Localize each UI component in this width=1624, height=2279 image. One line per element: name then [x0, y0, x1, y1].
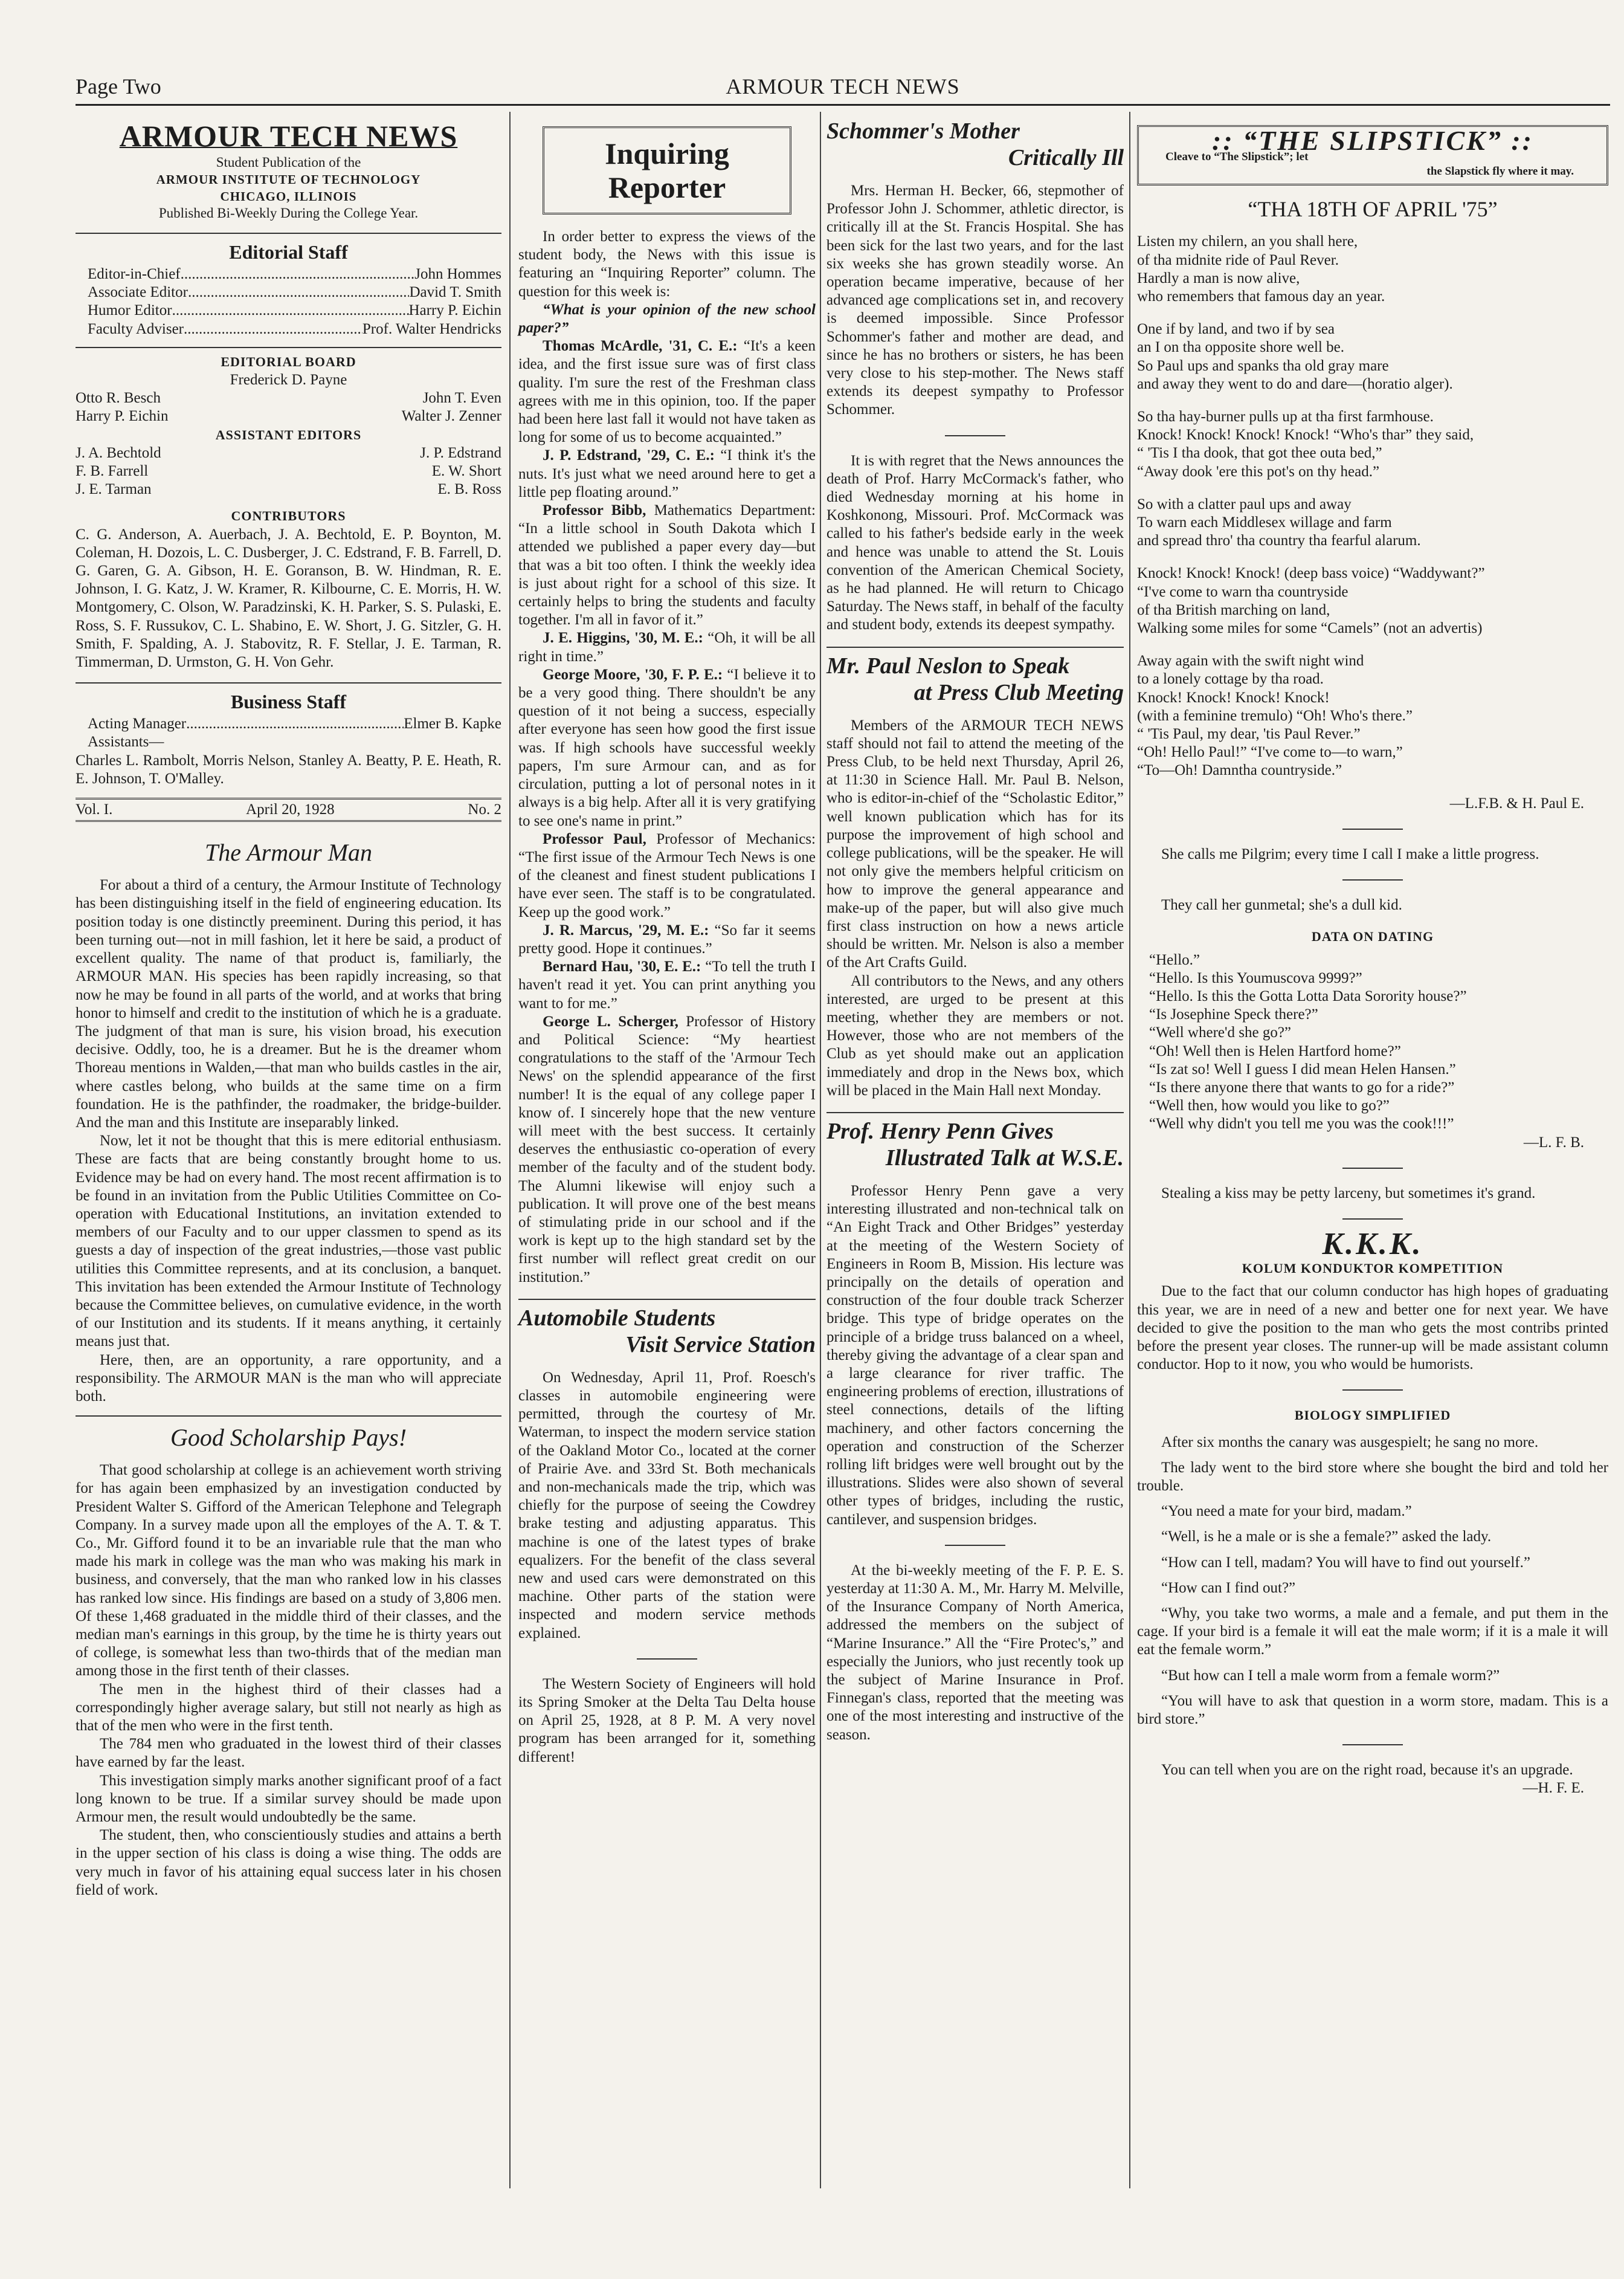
paragraph: That good scholarship at college is an achievement worth striving for has again been emphasized by an investigation conducted by President Walter S. Gifford of the American Telephone and Telegraph Company. In a survey made upon all the employes of the A. T. & T. Co., Mr. Gifford found it to be an invariable rule that the man who made his mark in college was the man who was making his mark in business, and conversely, that the man who ranked low in his classes has ranked low since. His findings are based on a study of 3,806 men. Of these 1,468 graduated in the middle third of their classes, and the median man's earnings in this group, by the time he is thirty years out of college, is somewhat less than two-thirds that of the median man among those in the first tenth of their classes.	[76, 1462, 501, 1679]
dialogue-line: “Is Josephine Speck there?”	[1149, 1006, 1318, 1023]
respondent-name: J. E. Higgins, '30, M. E.:	[543, 630, 703, 647]
respondent-name: Bernard Hau, '30, E. E.:	[543, 958, 701, 975]
column-1	[76, 118, 501, 1899]
article-title: The Armour Man	[204, 839, 373, 867]
title-line: Critically Ill	[1008, 145, 1124, 170]
running-title: ARMOUR TECH NEWS	[726, 74, 960, 99]
staff-name: F. B. Farrell	[76, 463, 149, 480]
page-header	[76, 74, 1610, 106]
staff-name: E. W. Short	[431, 463, 501, 480]
respondent-name: Professor Bibb,	[543, 502, 646, 519]
article-title	[518, 1299, 816, 1358]
poem-line: Away again with the swift night wind	[1137, 653, 1364, 670]
kkk-text: Due to the fact that our column conductor has high hopes of graduating this year, we are in need of a new and better one for next year. We have decided to give the position to the man who gets the most contribs printed before the present year closes. The runner-up will be made assistant column conductor. Hop to it now, you who would be humorists.	[1137, 1283, 1608, 1373]
staff-row	[76, 715, 501, 733]
divider	[637, 1658, 697, 1660]
assistants-label: Assistants—	[88, 734, 164, 751]
staff-name: Otto R. Besch	[76, 390, 161, 407]
joke: She calls me Pilgrim; every time I call I make a little progress.	[1161, 845, 1539, 862]
automobile-article	[518, 1369, 816, 1643]
answer	[518, 922, 816, 958]
staff-name: E. B. Ross	[437, 481, 501, 498]
poem-line: Knock! Knock! Knock! (deep bass voice) “Waddywant?”	[1137, 565, 1485, 582]
name-row	[76, 389, 501, 407]
divider	[1342, 1389, 1403, 1391]
poem-line: To warn each Middlesex willage and farm	[1137, 514, 1392, 531]
divider	[945, 1545, 1005, 1546]
paragraph: The student, then, who conscientiously studies and attains a berth in the upper section of his class is doing a wise thing. The odds are very much in favor of his attaining equal success later in his chosen field of work.	[76, 1827, 501, 1898]
dialogue-line: “Well why didn't you tell me you was the cook!!!”	[1149, 1116, 1454, 1133]
staff-role: Faculty Adviser	[88, 320, 184, 337]
name-row	[76, 462, 501, 480]
divider	[1342, 1744, 1403, 1745]
paragraph: Now, let it not be thought that this is mere editorial enthusiasm. These are facts that are being constantly brought home to us. Evidence may be had on every hand. The most recent affirmation is to be found in an invitation from the Public Utilities Committee on Co-operation with Educational Institutions, an invitation extended to members of our Faculty and to our upper classmen to spend as its guests a day of inspection of the great industries,—those vast public utilities this Committee represents, and at its conclusion, a banquet. This invitation has been extended the Armour Institute of Technology because the Committee believes, on cumulative evidence, in the worth of our Institution and its students. If it means anything, it certainly means just that.	[76, 1133, 501, 1350]
divider	[1342, 879, 1403, 881]
poem-line: (with a feminine tremulo) “Oh! Who's there.”	[1137, 707, 1413, 724]
question: “What is your opinion of the new school paper?”	[518, 301, 816, 337]
biology-joke	[1137, 1434, 1608, 1729]
answer	[518, 666, 816, 830]
masthead-title: ARMOUR TECH NEWS	[119, 119, 458, 153]
divider	[1342, 1168, 1403, 1169]
assistant-editors-heading: ASSISTANT EDITORS	[215, 427, 362, 442]
answer-text: Professor of History and Political Science: “My heartiest congratulations to the staff of the 'Armour Tech News' on the splendid appearance of the first number! It is the equal of any college paper I know of. I sincerely hope that the new venture will meet with the best success. It certainly deserves the enthusiastic co-operation of every member of the faculty and of the student body. The Alumni likewise will enjoy such a publication. It will prove one of the best means of stimulating pride in our school and if the work is kept up to the high standard set by the first number will reflect great credit on our institution.”	[518, 1013, 816, 1285]
signature: —L. F. B.	[1523, 1134, 1584, 1151]
respondent-name: George Moore, '30, F. P. E.:	[543, 666, 723, 683]
staff-role: Associate Editor	[88, 284, 188, 301]
masthead-line: Student Publication of the	[216, 155, 361, 170]
poem-line: “Oh! Hello Paul!” “I've come to—to warn,”	[1137, 744, 1403, 761]
volume: Vol. I.	[76, 801, 113, 818]
staff-name: Walter J. Zenner	[401, 408, 501, 425]
answer-text: Mathematics Department: “In a little school in South Dakota which I attended we published a paper every day—but that was a bit too often. I think the weekly idea is just about right for a school of this size. It certainly helps to bring the students and faculty together. I'm all in favor of it.”	[518, 502, 816, 629]
editorial-staff-list	[76, 265, 501, 338]
paragraph: Mrs. Herman H. Becker, 66, stepmother of Professor John J. Schommer, athletic director, is critically ill at the St. Francis Hospital. She has been sick for the last two years, and for the last six weeks she has grown steadily worse. An operation became imperative, because of her advanced age complications set in, and recovery is deemed impossible. Since Professor Schommer's father and mother are dead, and since he has no brothers or sisters, he has been very close to his step-mother. The News staff extends its deepest sympathy to Professor Schommer.	[826, 183, 1124, 418]
staff-row	[88, 302, 501, 320]
staff-name: J. E. Tarman	[76, 481, 152, 498]
article-title	[826, 118, 1124, 171]
schommer-article	[826, 182, 1124, 419]
intro: In order better to express the views of the student body, the News with this issue is featuring an “Inquiring Reporter” column. The question for this week is:	[518, 228, 816, 300]
stanza	[1137, 408, 1608, 481]
title-line: Mr. Paul Neslon to Speak	[826, 653, 1070, 679]
staff-name: Harry P. Eichin	[408, 302, 501, 319]
smoker-notice: The Western Society of Engineers will hold its Spring Smoker at the Delta Tau Delta house on April 25, 1928, at 8 P. M. A very novel program has been arranged for it, something different!	[518, 1675, 816, 1765]
paragraph: Here, then, are an opportunity, a rare opportunity, and a responsibility. The ARMOUR MAN is the man who will appreciate both.	[76, 1351, 501, 1405]
answer	[518, 958, 816, 1013]
divider	[1342, 1218, 1403, 1220]
answer-text: “Oh, it will be all right in time.”	[518, 630, 816, 665]
column-rule	[1129, 112, 1130, 2188]
title-line: Prof. Henry Penn Gives	[826, 1118, 1054, 1144]
dating-dialogue	[1137, 951, 1608, 1134]
assistants-list: Charles L. Rambolt, Morris Nelson, Stanley A. Beatty, P. E. Heath, R. E. Johnson, T. O'Malley.	[76, 752, 501, 787]
dialogue-line: “Hello. Is this Youmuscova 9999?”	[1149, 969, 1362, 986]
issue-line	[76, 798, 501, 822]
title-line: Illustrated Talk at W.S.E.	[885, 1145, 1124, 1171]
paragraph: “Well, is he a male or is she a female?” asked the lady.	[1161, 1528, 1492, 1545]
dialogue-line: “Is zat so! Well I guess I did mean Helen Hansen.”	[1149, 1061, 1456, 1078]
poem-line: “I've come to warn tha countryside	[1137, 583, 1348, 600]
scholarship-article	[76, 1461, 501, 1899]
kkk-title: K.K.K.	[1322, 1226, 1423, 1261]
title-line: at Press Club Meeting	[914, 679, 1124, 705]
slipstick-header	[1137, 125, 1608, 186]
article-title	[826, 647, 1124, 706]
paragraph: “Why, you take two worms, a male and a female, and put them in the cage. If your bird is a female it will eat the male worm; if it is a male it will eat the female worm.”	[1137, 1605, 1608, 1658]
dialogue-line: “Is there anyone there that wants to go for a ride?”	[1149, 1079, 1455, 1096]
column-4	[1137, 118, 1608, 1798]
respondent-name: George L. Scherger,	[543, 1013, 678, 1030]
page-number: Page Two	[76, 74, 161, 99]
answer-text: Professor of Mechanics: “The first issue of the Armour Tech News is one of the cleanest and finest student publications I have ever seen. The staff is to be congratulated. Keep up the good work.”	[518, 830, 816, 920]
dialogue-line: “Oh! Well then is Helen Hartford home?”	[1149, 1043, 1401, 1059]
answer-text: “To tell the truth I haven't read it yet. You can print anything you want to for me.”	[518, 958, 816, 1012]
poem-line: Hardly a man is now alive,	[1137, 270, 1300, 286]
title-line: Inquiring	[605, 137, 729, 170]
staff-role: Editor-in-Chief	[88, 266, 181, 282]
poem	[1137, 233, 1608, 780]
poem-line: “ 'Tis I tha dook, that got thee outa bed,”	[1137, 445, 1382, 462]
paragraph: Members of the ARMOUR TECH NEWS staff should not fail to attend the meeting of the Press Club, to be held next Thursday, April 26, at 11:30 in Science Hall. Mr. Paul B. Nelson, who is editor-in-chief of the “Scholastic Editor,” well known publication which has for its purpose the improvement of high school and college publications, will be the speaker. He will not only give the members helpful criticism on how to improve the general appearance and make-up of the paper, but will also give much first class instruction on how a news article should be written. Mr. Nelson is also a member of the Art Crafts Guild.	[826, 717, 1124, 971]
answer	[518, 337, 816, 447]
paragraph: For about a third of a century, the Armour Institute of Technology has been distinguishing itself in the field of engineering education. Its position today is one distinctly preeminent. During this period, it has been turning out—not in mill fashion, let it here be said, a product of excellent quality. The name of that product is, familiarly, the ARMOUR MAN. His species has been rapidly increasing, so that now he may be found in all parts of the world, and at works that bring honor to himself and credit to the institution of which he is a graduate. The judgment of that man is sure, his vision broad, his execution decisive. Oddly, too, he is a dreamer. But he is the dreamer whom Thoreau mentions in Walden,—that man who builds castles in the air, where castles belong, who builds at the same time on a firm foundation. He is the pathfinder, the roadmaker, the bridge-builder. And the man and this Institute are inseparably linked.	[76, 877, 501, 1131]
staff-row	[88, 320, 501, 338]
motto: Cleave to “The Slipstick”; let	[1165, 150, 1309, 164]
poem-line: Knock! Knock! Knock! Knock!	[1137, 689, 1330, 706]
stanza	[1137, 564, 1608, 638]
poem-line: “To—Oh! Damntha countryside.”	[1137, 762, 1342, 779]
divider	[1342, 829, 1403, 830]
staff-row	[88, 265, 501, 283]
paragraph: The lady went to the bird store where she bought the bird and told her trouble.	[1137, 1459, 1608, 1494]
staff-name: Prof. Walter Hendricks	[362, 320, 501, 337]
poem-title: “THA 18TH OF APRIL '75”	[1248, 197, 1498, 222]
poem-line: Walking some miles for some “Camels” (not an advertis)	[1137, 620, 1483, 637]
column-rule	[820, 112, 821, 2188]
assistant-editors-list	[76, 444, 501, 499]
section-heading: KOLUM KONDUKTOR KOMPETITION	[1242, 1261, 1504, 1276]
contributors-list: C. G. Anderson, A. Auerbach, J. A. Bechtold, E. P. Boynton, M. Coleman, H. Dozois, L. C. Dusberger, J. C. Edstrand, F. B. Farrell, D. G. Garen, G. A. Gibson, H. E. Goranson, B. W. Hindman, R. E. Johnson, I. G. Katz, J. W. Kramer, R. Kilbourne, C. E. Morris, H. W. Montgomery, C. Olson, W. Paradzinski, K. H. Parker, S. S. Pulaski, E. Ross, S. F. Russukov, C. L. Shabino, E. W. Short, J. G. Sitzler, G. H. Smith, F. Spalding, A. J. Stabovitz, R. F. Stellar, J. E. Tarman, R. Timmerman, D. Urmston, G. H. Von Gehr.	[76, 526, 501, 671]
answer	[518, 629, 816, 665]
masthead	[76, 118, 501, 222]
paragraph: This investigation simply marks another significant proof of a fact long known to be true. If a similar survey should be made upon Armour men, the result would undoubtedly be the same.	[76, 1772, 501, 1826]
fpes-notice: At the bi-weekly meeting of the F. P. E. S. yesterday at 11:30 A. M., Mr. Harry M. Melville, of the Insurance Company of North America, addressed the members on the subject of “Marine Insurance.” All the “Fire Protec's,” and especially the Juniors, who just recently took up the subject of Marine Insurance in Prof. Finnegan's class, reported that the meeting was one of the most interesting and instructive of the season.	[826, 1562, 1124, 1743]
poem-line: of tha midnite ride of Paul Rever.	[1137, 251, 1339, 268]
business-staff-heading: Business Staff	[76, 682, 501, 715]
penn-article	[826, 1182, 1124, 1529]
poem-line: One if by land, and two if by sea	[1137, 321, 1335, 338]
title-line: Automobile Students	[518, 1305, 716, 1331]
title-line: Reporter	[608, 170, 726, 204]
paragraph: “You will have to ask that question in a worm store, madam. This is a bird store.”	[1137, 1692, 1608, 1727]
paragraph: All contributors to the News, and any others interested, are urged to be present at this meeting, whether they are members or not. However, those who are not members of the Club as yet should make out an application immediately and drop in the News box, which will be placed in the Main Hall next Monday.	[826, 972, 1124, 1099]
respondent-name: J. P. Edstrand, '29, C. E.:	[543, 447, 715, 464]
issue-number: No. 2	[468, 801, 501, 818]
section-heading: DATA ON DATING	[1311, 929, 1434, 945]
article-title	[826, 1112, 1124, 1171]
answer-text: “So far it seems pretty good. Hope it continues.”	[518, 922, 816, 957]
paragraph: “You need a mate for your bird, madam.”	[1161, 1503, 1412, 1520]
column-2	[518, 118, 816, 1767]
inquiring-reporter-title	[543, 126, 791, 215]
dialogue-line: “Hello.”	[1149, 951, 1200, 968]
motto: the Slapstick fly where it may.	[1426, 165, 1574, 178]
poem-line: who remembers that famous day an year.	[1137, 288, 1385, 305]
poem-line: “Away dook 'ere this pot's on thy head.”	[1137, 463, 1380, 480]
answer-text: “It's a keen idea, and the first issue sure was of first class quality. I'm sure the rest of the Freshman class agrees with me in this opinion, too. If the paper had been here last fall it would not have taken as long for some of us to become acquainted.”	[518, 338, 816, 446]
paragraph: After six months the canary was ausgespielt; he sang no more.	[1161, 1434, 1539, 1450]
poem-line: and away they went to do and dare—(horatio alger).	[1137, 375, 1453, 392]
poem-line: “ 'Tis Paul, my dear, 'tis Paul Rever.”	[1137, 726, 1361, 743]
column-rule	[509, 112, 511, 2188]
masthead-line: CHICAGO, ILLINOIS	[220, 189, 357, 204]
respondent-name: Thomas McArdle, '31, C. E.:	[543, 338, 738, 355]
stanza	[1137, 652, 1608, 780]
answer-text: “I believe it to be a very good thing. There shouldn't be any question of it not being a success, especially after everyone has seen how good the first issue was. If high schools have successful weekly papers, I'm sure Armour can, and as for circulation, putting a lot of personal notes in it always is a big help. After all it is very gratifying to see one's name in print.”	[518, 666, 816, 829]
signature: —L.F.B. & H. Paul E.	[1449, 795, 1584, 812]
poem-line: of tha British marching on land,	[1137, 601, 1330, 618]
staff-name: J. A. Bechtold	[76, 444, 161, 461]
staff-name: Elmer B. Kapke	[404, 716, 501, 732]
dialogue-line: “Hello. Is this the Gotta Lotta Data Sorority house?”	[1149, 988, 1467, 1004]
poem-line: an I on tha opposite shore well be.	[1137, 339, 1344, 356]
joke: Stealing a kiss may be petty larceny, but sometimes it's grand.	[1161, 1185, 1536, 1201]
signature: —H. F. E.	[1522, 1780, 1584, 1797]
answer-text: “I think it's the nuts. It's just what we need around here to get a little pep floating around.”	[518, 447, 816, 500]
dialogue-line: “Well where'd she go?”	[1149, 1024, 1292, 1041]
poem-line: to a lonely cottage by tha road.	[1137, 671, 1324, 688]
title-line: Schommer's Mother	[826, 118, 1020, 144]
staff-role: Humor Editor	[88, 302, 172, 319]
mccormack-notice: It is with regret that the News announces the death of Prof. Harry McCormack's father, who died Wednesday morning at his home in Koshkonong, Missouri. Prof. McCormack was called to his father's bedside early in the week and hence was unable to attend the St. Louis convention of the American Chemical Society, as he had planned. He will return to Chicago Saturday. The News staff, in behalf of the faculty and student body, extends its deepest sympathy.	[826, 452, 1124, 633]
stanza	[1137, 320, 1608, 393]
staff-name: Harry P. Eichin	[76, 408, 169, 425]
contributors-heading: CONTRIBUTORS	[231, 508, 346, 524]
editorial-staff-heading: Editorial Staff	[76, 233, 501, 265]
article-title: Good Scholarship Pays!	[76, 1415, 501, 1453]
staff-role: Acting Manager	[88, 716, 187, 732]
staff-name: John T. Even	[422, 390, 501, 407]
poem-line: Knock! Knock! Knock! Knock! “Who's thar” they said,	[1137, 427, 1474, 444]
dialogue-line: “Well then, how would you like to go?”	[1149, 1097, 1390, 1114]
respondent-name: Professor Paul,	[543, 830, 646, 847]
slipstick-title: :: “THE SLIPSTICK” ::	[1212, 125, 1533, 156]
press-club-article	[826, 717, 1124, 1100]
issue-date: April 20, 1928	[246, 801, 335, 818]
joke: They call her gunmetal; she's a dull kid.	[1161, 897, 1402, 914]
answer	[518, 447, 816, 502]
section-heading: BIOLOGY SIMPLIFIED	[1294, 1408, 1451, 1423]
joke: You can tell when you are on the right road, because it's an upgrade.	[1161, 1762, 1573, 1779]
poem-line: So with a clatter paul ups and away	[1137, 496, 1352, 512]
poem-line: So tha hay-burner pulls up at tha first farmhouse.	[1137, 409, 1434, 425]
staff-row	[88, 283, 501, 302]
column-3	[826, 118, 1124, 1744]
editorial-board-chair: Frederick D. Payne	[230, 372, 347, 389]
answer	[518, 830, 816, 922]
paragraph: “How can I tell, madam? You will have to find out yourself.”	[1161, 1554, 1530, 1571]
divider	[945, 435, 1005, 436]
name-row	[76, 407, 501, 425]
name-row	[76, 444, 501, 462]
answer	[518, 1013, 816, 1287]
poem-line: and spread thro' tha country tha fearful alarum.	[1137, 532, 1421, 549]
editorial-board-heading: EDITORIAL BOARD	[76, 347, 501, 371]
paragraph: Professor Henry Penn gave a very interesting illustrated and non-technical talk on “An Eight Track and Other Bridges” yesterday at the meeting of the Western Society of Engineers in Room B, Mission. His lecture was principally on the details of operation and construction of the four double track Scherzer bridge. This type of bridge operates on the principle of a bridge truss balanced on a wheel, thereby giving the advantage of a clear span and a large clearance for river traffic. The engineering problems of erection, illustrations of steel connections, details of the lifting machinery, and other factors concerning the operation and construction of the Scherzer rolling lift bridges were well brought out by the illustrations. Slides were also shown of several other types of bridges, including the rustic, cantilever, and suspension bridges.	[826, 1182, 1124, 1528]
paragraph: The 784 men who graduated in the lowest third of their classes have earned by far the least.	[76, 1736, 501, 1771]
staff-name: John Hommes	[414, 266, 501, 282]
paragraph: “But how can I tell a male worm from a female worm?”	[1161, 1667, 1500, 1684]
staff-name: David T. Smith	[409, 284, 501, 301]
poem-line: So Paul ups and spanks tha old gray mare	[1137, 357, 1389, 374]
respondent-name: J. R. Marcus, '29, M. E.:	[543, 922, 709, 939]
staff-name: J. P. Edstrand	[420, 444, 501, 461]
paragraph: On Wednesday, April 11, Prof. Roesch's classes in automobile engineering were permitted, through the courtesy of Mr. Waterman, to inspect the modern service station of the Oakland Motor Co., located at the corner of Prairie Ave. and 33rd St. Both mechanicals and non-mechanicals made the trip, which was chiefly for the purpose of seeing the Cowdrey brake testing and adjusting apparatus. This machine is one of the latest types of brake equalizers. For the benefit of the class several new and used cars were demonstrated on this machine. Other parts of the station were inspected and modern service methods explained.	[518, 1369, 816, 1641]
masthead-line: ARMOUR INSTITUTE OF TECHNOLOGY	[156, 172, 421, 187]
name-row	[76, 480, 501, 499]
answers	[518, 337, 816, 1287]
poem-line: Listen my chilern, an you shall here,	[1137, 233, 1358, 250]
paragraph: The men in the highest third of their classes had a correspondingly higher average salary, but still not nearly as high as that of the men who were in the first tenth.	[76, 1681, 501, 1734]
answer	[518, 502, 816, 629]
editorial-board-list	[76, 389, 501, 425]
title-line: Visit Service Station	[625, 1331, 816, 1357]
stanza	[1137, 496, 1608, 551]
paragraph: “How can I find out?”	[1161, 1579, 1296, 1596]
masthead-line: Published Bi-Weekly During the College Year.	[158, 205, 419, 221]
stanza	[1137, 233, 1608, 306]
armour-man-article	[76, 876, 501, 1406]
